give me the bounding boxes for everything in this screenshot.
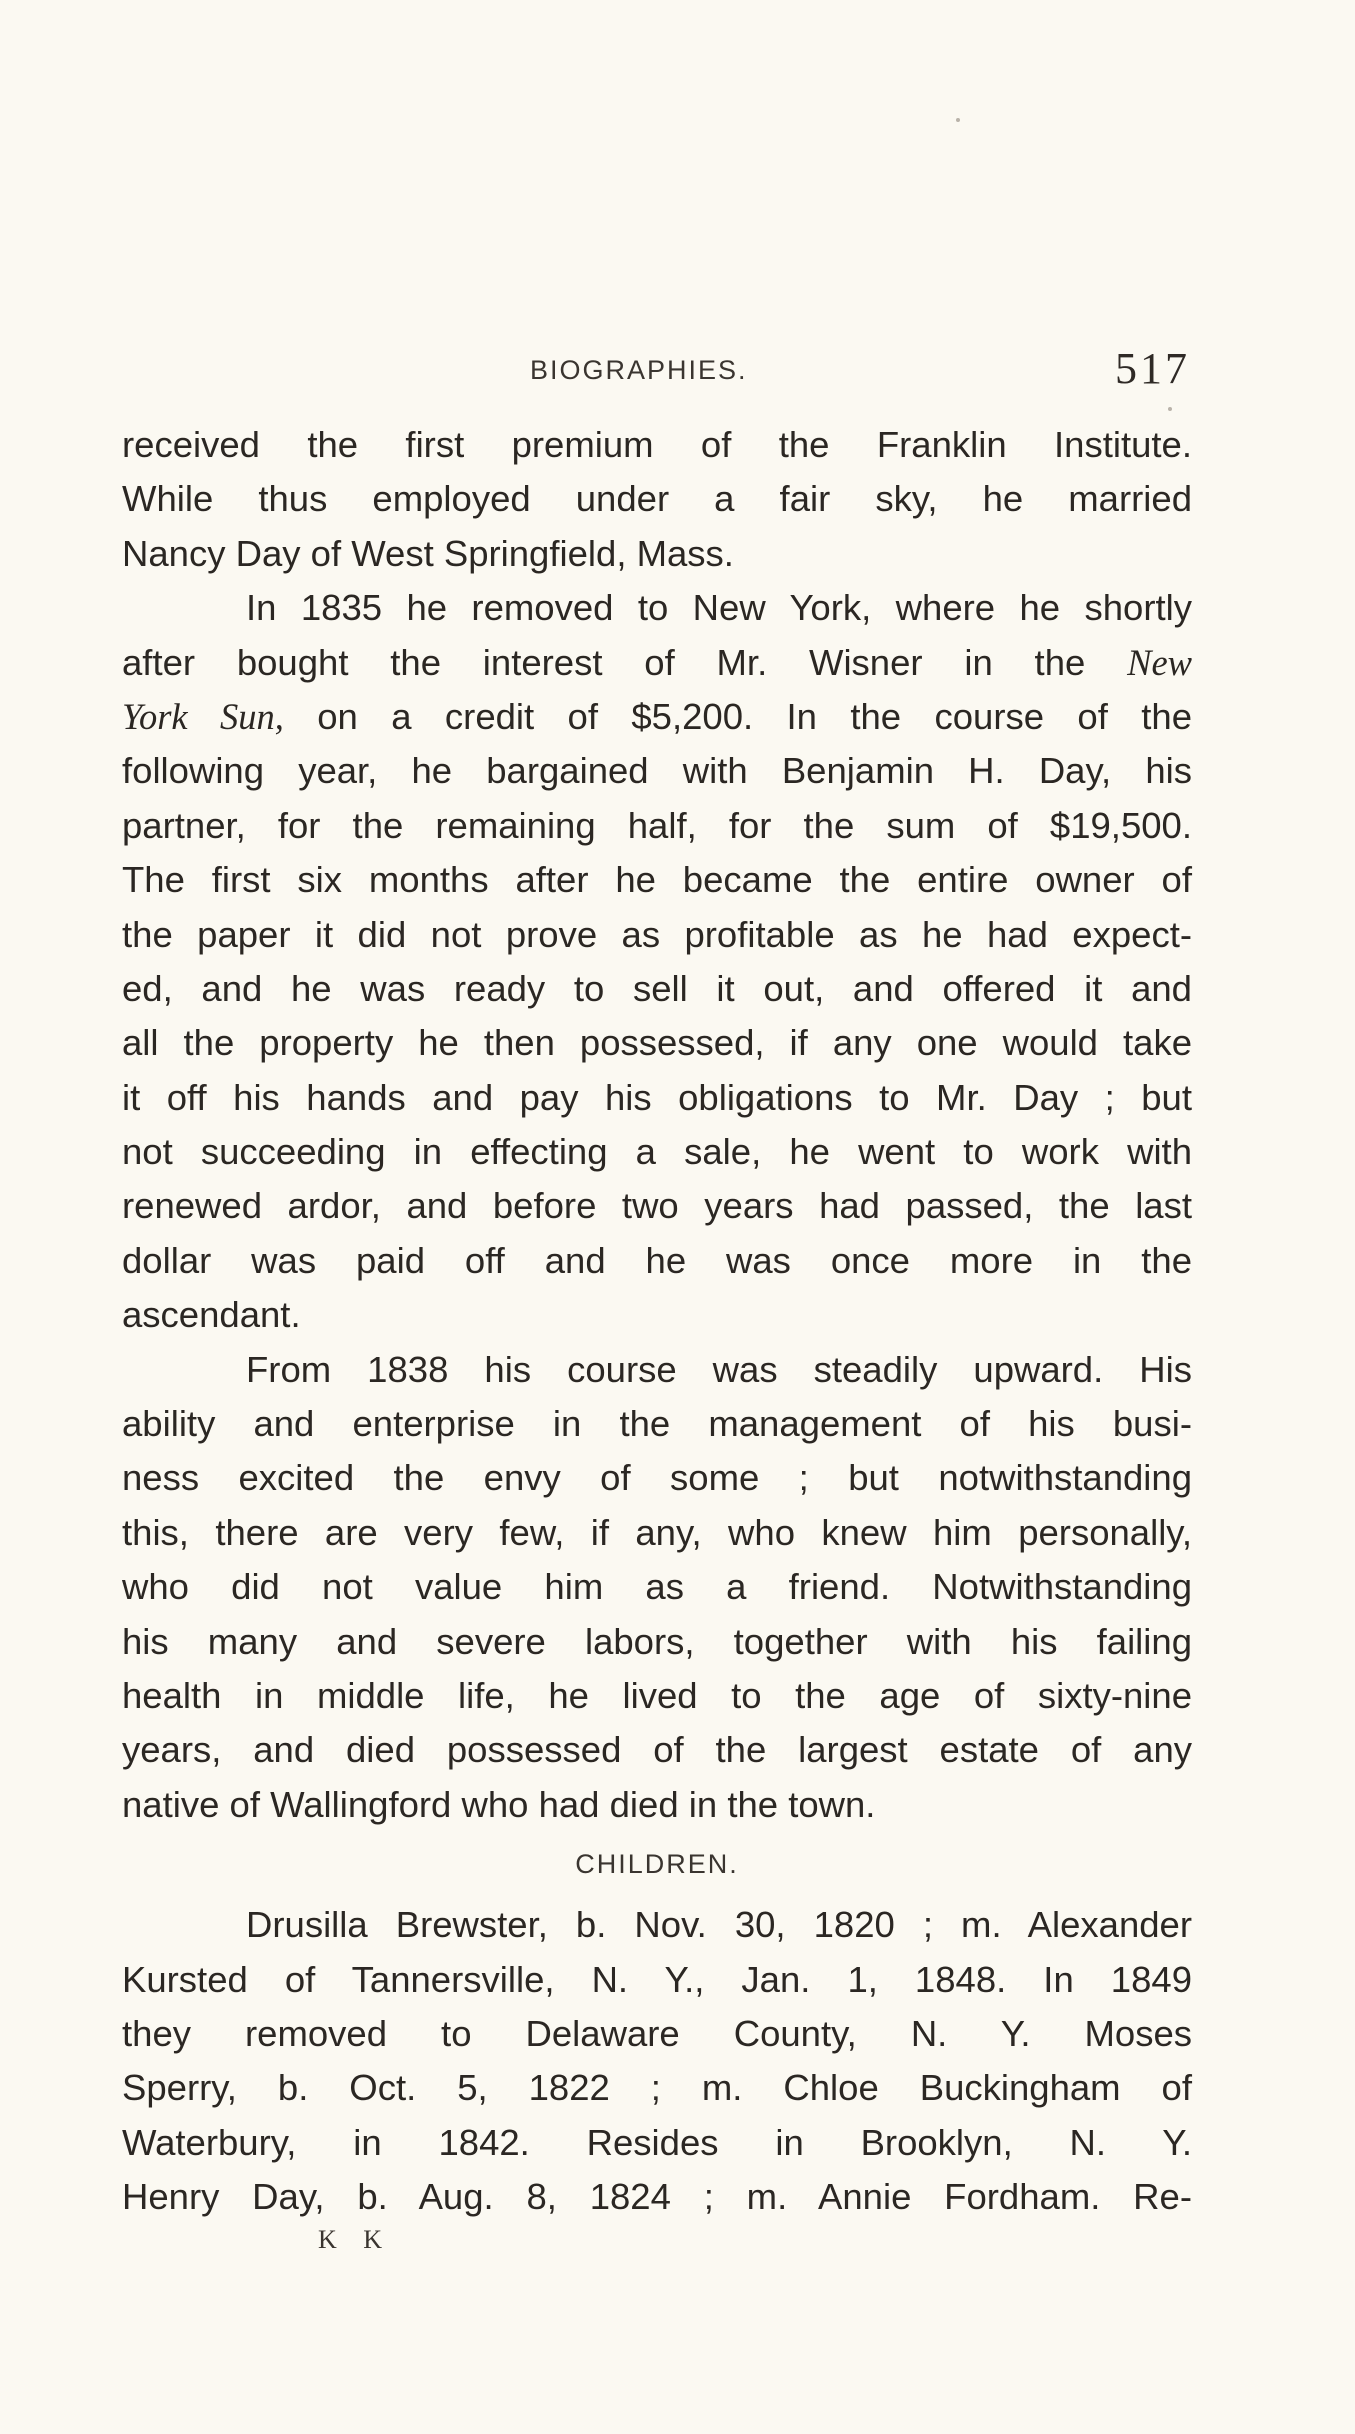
page-number: 517 xyxy=(1115,344,1190,393)
running-head xyxy=(120,345,1190,405)
text-line: ness excited the envy of some ; but notwithstanding xyxy=(122,1457,1192,1499)
text-line: Sperry, b. Oct. 5, 1822 ; m. Chloe Buckingham of xyxy=(122,2067,1192,2109)
text-line: they removed to Delaware County, N. Y. Moses xyxy=(122,2012,1192,2054)
text-line: Waterbury, in 1842. Resides in Brooklyn, N. Y. xyxy=(122,2121,1192,2163)
text-line: it off his hands and pay his obligations to Mr. Day ; but xyxy=(122,1076,1192,1118)
text-line: received the first premium of the Franklin Institute. xyxy=(122,424,1192,465)
paper-speck xyxy=(956,118,960,122)
text-line: his many and severe labors, together with his failing xyxy=(122,1620,1192,1662)
text-line: ability and enterprise in the management of his busi- xyxy=(122,1403,1192,1445)
text-line: health in middle life, he lived to the age of sixty-nine xyxy=(122,1674,1192,1716)
running-title: BIOGRAPHIES. xyxy=(530,355,748,385)
signature-mark: K K xyxy=(318,2225,393,2254)
text-line: While thus employed under a fair sky, he married xyxy=(122,478,1192,520)
text-line: years, and died possessed of the largest estate of any xyxy=(122,1729,1192,1771)
text-line: In 1835 he removed to New York, where he shortly xyxy=(246,587,1192,629)
section-heading-children: CHILDREN. xyxy=(575,1849,739,1880)
text-line: partner, for the remaining half, for the sum of $19,500. xyxy=(122,804,1192,846)
children-paragraph xyxy=(122,1898,1192,2224)
text-line: Henry Day, b. Aug. 8, 1824 ; m. Annie Fordham. Re- xyxy=(122,2176,1192,2218)
text-line: ed, and he was ready to sell it out, and offered it and xyxy=(122,967,1192,1009)
text-line: ascendant. xyxy=(122,1294,301,1336)
text-line: Drusilla Brewster, b. Nov. 30, 1820 ; m. Alexander xyxy=(246,1904,1192,1946)
text-line: who did not value him as a friend. Notwithstanding xyxy=(122,1566,1192,1608)
italic-title: New xyxy=(1127,641,1192,683)
text-line: dollar was paid off and he was once more in the xyxy=(122,1239,1192,1281)
paper-speck xyxy=(1168,407,1172,411)
text-line xyxy=(122,690,1192,744)
text-run: after bought the interest of Mr. Wisner in the xyxy=(122,641,1128,683)
text-line: The first six months after he became the entire owner of xyxy=(122,859,1192,901)
body-text xyxy=(122,418,1192,2225)
text-line: Kursted of Tannersville, N. Y., Jan. 1, 1848. In 1849 xyxy=(122,1958,1192,2000)
text-line: native of Wallingford who had died in the town. xyxy=(122,1783,876,1825)
text-line: the paper it did not prove as profitable as he had expect- xyxy=(122,913,1192,955)
text-line: this, there are very few, if any, who knew him personally, xyxy=(122,1511,1192,1553)
text-line: renewed ardor, and before two years had passed, the last xyxy=(122,1185,1192,1227)
text-line: Nancy Day of West Springfield, Mass. xyxy=(122,532,734,574)
text-line: all the property he then possessed, if any one would take xyxy=(122,1022,1192,1064)
italic-title: York Sun, xyxy=(122,695,284,737)
text-line: From 1838 his course was steadily upward. His xyxy=(246,1348,1192,1390)
biography-paragraphs xyxy=(122,418,1192,1832)
text-line: following year, he bargained with Benjamin H. Day, his xyxy=(122,750,1192,792)
text-line xyxy=(122,636,1192,690)
text-line: not succeeding in effecting a sale, he went to work with xyxy=(122,1131,1192,1173)
text-run: on a credit of $5,200. In the course of the xyxy=(283,695,1192,737)
